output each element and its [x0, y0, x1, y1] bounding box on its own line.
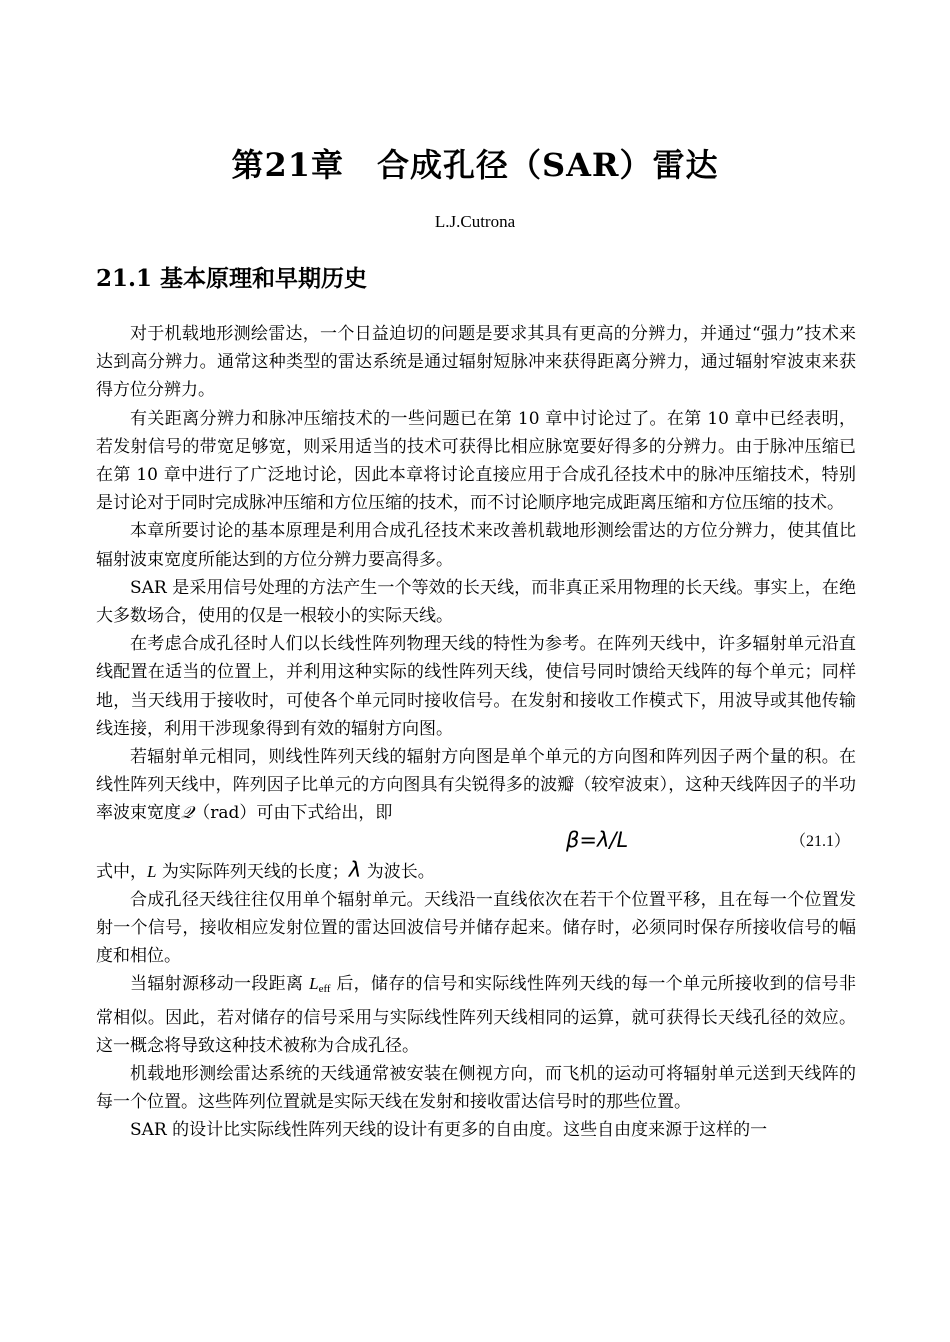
paragraph-7	[96, 856, 856, 886]
chapter-author: L.J.Cutrona	[434, 212, 516, 231]
effective-length-symbol: L	[309, 974, 319, 994]
paragraph-4: SAR 是采用信号处理的方法产生一个等效的长天线，而非真正采用物理的长天线。事实上，在绝大多数场合，使用的仅是一根较小的实际天线。	[96, 577, 856, 627]
paragraph-7-b: 为实际阵列天线的长度；	[156, 861, 349, 882]
paragraph-5: 在考虑合成孔径时人们以长线性阵列物理天线的特性为参考。在阵列天线中，许多辐射单元沿直线配置在适当的位置上，并利用这种实际的线性阵列天线，使信号同时馈给天线阵的每个单元；同样地，当天线用于接收时，可使各个单元同时接收信号。在发射和接收工作模式下，用波导或其他传输线连接，利用干涉现象得到有效的辐射方向图。	[96, 634, 856, 739]
equation-formula: β=λ/L	[566, 827, 629, 852]
effective-length-subscript: eff	[318, 983, 331, 996]
length-symbol: L	[147, 861, 157, 881]
paragraph-9-a: 当辐射源移动一段距离	[130, 974, 310, 995]
body-text	[96, 320, 856, 1145]
equation-row	[96, 828, 856, 856]
section-heading: 21.1 基本原理和早期历史	[96, 265, 368, 292]
beam-width-symbol: 𝒬	[181, 803, 194, 823]
wavelength-symbol: λ	[348, 857, 362, 882]
chapter-title: 第21章 合成孔径（SAR）雷达	[231, 146, 719, 184]
paragraph-6-tail: （rad）可由下式给出，即	[193, 803, 393, 824]
paragraph-10: 机载地形测绘雷达系统的天线通常被安装在侧视方向，而飞机的运动可将辐射单元送到天线阵的每一个位置。这些阵列位置就是实际天线在发射和接收雷达信号时的那些位置。	[96, 1064, 856, 1113]
paragraph-8: 合成孔径天线往往仅用单个辐射单元。天线沿一直线依次在若干个位置平移，且在每一个位置发射一个信号，接收相应发射位置的雷达回波信号并储存起来。储存时，必须同时保存所接收信号的幅度和相位。	[96, 889, 856, 967]
paragraph-9-b: 后，储存的信号和实际线性阵列天线的每一个单元所接收到的信号非常相似。因此，若对储存的信号采用与实际线性阵列天线相同的运算，就可获得长天线孔径的效应。这一概念将导致这种技术被称为合成孔径。	[96, 974, 857, 1056]
paragraph-7-a: 式中，	[96, 861, 147, 882]
paragraph-7-c: 为波长。	[361, 861, 435, 882]
paragraph-6	[96, 743, 856, 828]
paragraph-9	[96, 970, 856, 1060]
paragraph-3: 本章所要讨论的基本原理是利用合成孔径技术来改善机载地形测绘雷达的方位分辨力，使其值比辐射波束宽度所能达到的方位分辨力要高得多。	[96, 521, 856, 570]
paragraph-6-text: 若辐射单元相同，则线性阵列天线的辐射方向图是单个单元的方向图和阵列因子两个量的积。在线性阵列天线中，阵列因子比单元的方向图具有尖锐得多的波瓣（较窄波束），这种天线阵因子的半功率波束宽度	[96, 747, 856, 824]
paragraph-11: SAR 的设计比实际线性阵列天线的设计有更多的自由度。这些自由度来源于这样的一	[130, 1120, 768, 1141]
paragraph-2: 有关距离分辨力和脉冲压缩技术的一些问题已在第 10 章中讨论过了。在第 10 章中已经表明，若发射信号的带宽足够宽，则采用适当的技术可获得比相应脉宽要好得多的分辨力。由于脉冲压缩已在第 10 章中进行了广泛地讨论，因此本章将讨论直接应用于合成孔径技术中的脉冲压缩技术，特别是讨论对于同时完成脉冲压缩和方位压缩的技术，而不讨论顺序地完成距离压缩和方位压缩的技术。	[96, 408, 856, 514]
paragraph-1: 对于机载地形测绘雷达，一个日益迫切的问题是要求其具有更高的分辨力，并通过“强力”技术来达到高分辨力。通常这种类型的雷达系统是通过辐射短脉冲来获得距离分辨力，通过辐射窄波束来获得方位分辨力。	[96, 324, 856, 401]
equation-number: （21.1）	[789, 832, 850, 850]
